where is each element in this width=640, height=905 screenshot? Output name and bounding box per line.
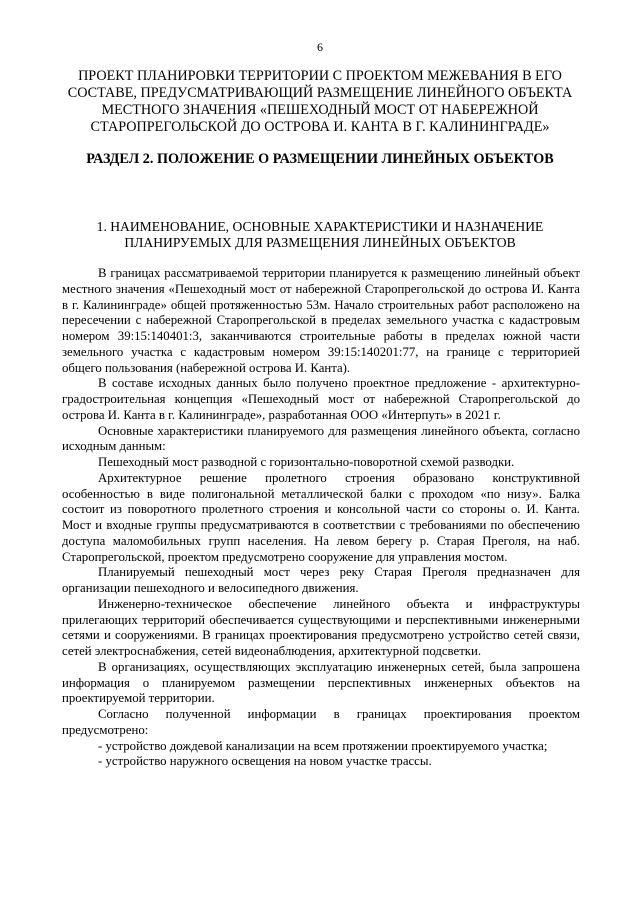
paragraph-bridge-type: Пешеходный мост разводной с горизонтально-поворотной схемой разводки. bbox=[98, 455, 515, 469]
list-item-lighting: - устройство наружного освещения на новом участке трассы. bbox=[98, 754, 432, 769]
paragraph-main-characteristics: Основные характеристики планируемого для размещения линейного объекта, согласно исходным данным: bbox=[62, 423, 580, 454]
paragraph-purpose: Планируемый пешеходный мост через реку Старая Преголя предназначен для организации пешеходного и велосипедного движения. bbox=[62, 565, 580, 595]
section-title: РАЗДЕЛ 2. ПОЛОЖЕНИЕ О РАЗМЕЩЕНИИ ЛИНЕЙНЫХ ОБЪЕКТОВ bbox=[86, 151, 554, 167]
list-item-drainage: - устройство дождевой канализации на всем протяжении проектируемого участка; bbox=[98, 738, 548, 753]
paragraph-location: В границах рассматриваемой территории планируется к размещению линейный объект местного значения «Пешеходный мост от набережной Старопрегольской до острова И. Канта в г. Калининграде» общей протяженностью 53м. Начало строительных работ расположено на пересечении с набережной Старопрегольской в пределах земельного участка с кадастровым номером 39:15:140401:3, заканчиваются строительные работы в пределах южной части земельного участка с кадастровым номером 39:15:140201:77, на границе с территорией общего пользования (набережной острова И. Канта). bbox=[62, 266, 580, 375]
paragraph-architecture: Архитектурное решение пролетного строения образовано конструктивной особенностью в виде полигональной металлической балки с проходом «по низу». Балка состоит из поворотного пролетного строения и консольной части со стороны о. И. Канта. Мост и входные группы предусматриваются в соответствии с требованиями по обеспечению доступа маломобильных групп населения. На левом берегу р. Старая Преголя, на наб. Старопрегольской, проектом предусмотрено сооружение для управления мостом. bbox=[62, 470, 580, 564]
paragraph-source-data: В составе исходных данных было получено проектное предложение - архитектурно-градостроительная концепция «Пешеходный мост от набережной Старопрегольской до острова И. Канта в г. Калининграде», разработанная ООО «Интерпуть» в 2021 г. bbox=[62, 376, 580, 422]
paragraph-utility-request: В организациях, осуществляющих эксплуатацию инженерных сетей, была запрошена информация о планируемом размещении перспективных инженерных объектов на проектируемой территории. bbox=[62, 659, 580, 706]
subsection-title: 1. НАИМЕНОВАНИЕ, ОСНОВНЫЕ ХАРАКТЕРИСТИКИ И НАЗНАЧЕНИЕ ПЛАНИРУЕМЫХ ДЛЯ РАЗМЕЩЕНИЯ ЛИНЕЙНЫХ ОБЪЕКТОВ bbox=[96, 219, 544, 250]
paragraph-engineering: Инженерно-техническое обеспечение линейного объекта и инфраструктуры прилегающих территорий обеспечивается существующими и перспективными инженерными сетями и сооружениями. В границах проектирования предусмотрено устройство сетей связи, сетей электроснабжения, сетей видеонаблюдения, архитектурной подсветки. bbox=[62, 596, 580, 658]
page-number: 6 bbox=[317, 40, 323, 54]
paragraph-planned-intro: Согласно полученной информации в границах проектирования проектом предусмотрено: bbox=[62, 707, 580, 737]
document-title: ПРОЕКТ ПЛАНИРОВКИ ТЕРРИТОРИИ С ПРОЕКТОМ МЕЖЕВАНИЯ В ЕГО СОСТАВЕ, ПРЕДУСМАТРИВАЮЩИЙ РАЗМЕЩЕНИЕ ЛИНЕЙНОГО ОБЪЕКТА МЕСТНОГО ЗНАЧЕНИЯ «ПЕШЕХОДНЫЙ МОСТ ОТ НАБЕРЕЖНОЙ СТАРОПРЕГОЛЬСКОЙ ДО ОСТРОВА И. КАНТА В Г. КАЛИНИНГРАДЕ» bbox=[67, 68, 573, 135]
document-body bbox=[62, 266, 580, 770]
